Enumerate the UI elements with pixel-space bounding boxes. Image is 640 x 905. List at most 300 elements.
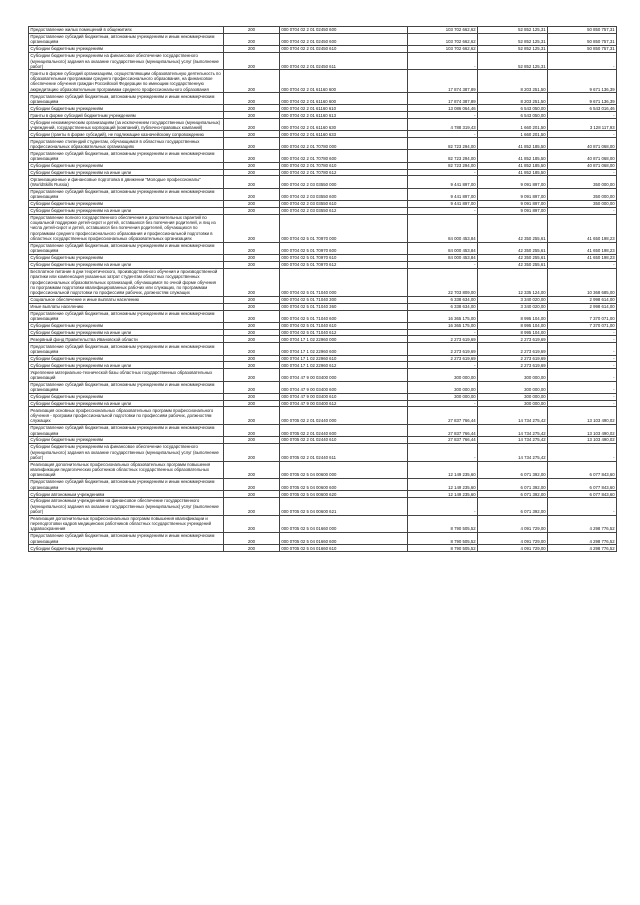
row-description: Реализация основных профессиональных образовательных программ профессионального обучения - программ профессиональной подготовки по профессиям рабочих, должностям служащих xyxy=(29,407,224,424)
approved-amount: 16 365 175,00 xyxy=(408,310,478,322)
row-description: Субсидии бюджетным учреждениям xyxy=(29,105,224,112)
row-description: Укрепление материально-технической базы областных государственных образовательных организаций xyxy=(29,369,224,381)
approved-amount: 27 837 766,44 xyxy=(408,437,478,444)
executed-amount: 8 995 104,00 xyxy=(478,322,548,329)
approved-amount: 8 790 505,52 xyxy=(408,515,478,532)
line-code: 200 xyxy=(224,46,280,53)
row-description: Субсидии автономным учреждениям на финансовое обеспечение государственного (муниципального) задания на оказание государственных (муниципальных) услуг (выполнение работ) xyxy=(29,498,224,515)
line-code: 200 xyxy=(224,498,280,515)
executed-amount: 41 852 185,50 xyxy=(478,162,548,169)
unexecuted-amount: 6 077 843,60 xyxy=(548,491,617,498)
executed-amount: 14 734 275,42 xyxy=(478,444,548,461)
approved-amount: 6 338 634,00 xyxy=(408,303,478,310)
executed-amount: 6 071 392,00 xyxy=(478,498,548,515)
table-row xyxy=(29,200,617,207)
row-description: Предоставление субсидий бюджетным, автономным учреждениям и иным некоммерческим организациям xyxy=(29,150,224,162)
row-description: Субсидии бюджетным учреждениям на иные цели xyxy=(29,400,224,407)
table-row xyxy=(29,268,617,296)
budget-classification-code: 000 0704 47 9 00 03400 000 xyxy=(280,369,408,381)
executed-amount: 14 734 275,42 xyxy=(478,437,548,444)
line-code: 200 xyxy=(224,200,280,207)
row-description: Субсидии бюджетным учреждениям на иные цели xyxy=(29,362,224,369)
row-description: Предоставление субсидий бюджетным, автономным учреждениям и иным некоммерческим организациям xyxy=(29,381,224,393)
row-description: Субсидии бюджетным учреждениям xyxy=(29,545,224,552)
row-description: Субсидии бюджетным учреждениям xyxy=(29,254,224,261)
table-row xyxy=(29,70,617,93)
table-row xyxy=(29,461,617,478)
unexecuted-amount: - xyxy=(548,169,617,176)
line-code: 200 xyxy=(224,188,280,200)
row-description: Субсидии бюджетным учреждениям на финансовое обеспечение государственного (муниципального) задания на оказание государственных (муниципальных) услуг (выполнение работ) xyxy=(29,444,224,461)
executed-amount: 6 071 392,00 xyxy=(478,479,548,491)
unexecuted-amount: 9 671 136,39 xyxy=(548,70,617,93)
row-description: Реализация дополнительных профессиональных программ повышения квалификации и переподготовки кадров медицинских работников областных государственных учреждений здравоохранения xyxy=(29,515,224,532)
table-row xyxy=(29,33,617,45)
executed-amount: 300 000,00 xyxy=(478,400,548,407)
table-row xyxy=(29,27,617,34)
unexecuted-amount: - xyxy=(548,444,617,461)
row-description: Предоставление субсидий бюджетным, автономным учреждениям и иным некоммерческим организациям xyxy=(29,424,224,436)
row-description: Гранты в форме субсидий бюджетным учреждениям xyxy=(29,112,224,119)
approved-amount: 27 837 766,44 xyxy=(408,407,478,424)
executed-amount: 42 350 255,61 xyxy=(478,254,548,261)
budget-classification-code: 000 0704 02 2 03 03550 000 xyxy=(280,176,408,188)
line-code: 200 xyxy=(224,355,280,362)
executed-amount: 9 091 897,00 xyxy=(478,207,548,214)
table-row xyxy=(29,479,617,491)
row-description: Предоставление жилых помещений в общежитиях xyxy=(29,27,224,34)
line-code: 200 xyxy=(224,296,280,303)
table-row xyxy=(29,329,617,336)
executed-amount: 300 000,00 xyxy=(478,381,548,393)
unexecuted-amount: 10 368 685,00 xyxy=(548,268,617,296)
unexecuted-amount: - xyxy=(548,355,617,362)
budget-classification-code: 000 0704 02 2 01 61160 630 xyxy=(280,119,408,131)
line-code: 200 xyxy=(224,515,280,532)
table-row xyxy=(29,138,617,150)
table-row xyxy=(29,52,617,69)
approved-amount: 8 790 505,52 xyxy=(408,545,478,552)
unexecuted-amount: 2 998 614,00 xyxy=(548,296,617,303)
approved-amount: 103 702 662,62 xyxy=(408,46,478,53)
unexecuted-amount: 13 103 490,02 xyxy=(548,424,617,436)
budget-classification-code: 000 0704 02 5 01 71040 360 xyxy=(280,303,408,310)
row-description: Субсидии бюджетным учреждениям xyxy=(29,355,224,362)
line-code: 200 xyxy=(224,491,280,498)
table-row xyxy=(29,162,617,169)
unexecuted-amount: 6 077 843,60 xyxy=(548,461,617,478)
executed-amount: 9 091 897,00 xyxy=(478,200,548,207)
unexecuted-amount: 4 298 776,52 xyxy=(548,545,617,552)
line-code: 200 xyxy=(224,400,280,407)
row-description: Предоставление субсидий бюджетным, автономным учреждениям и иным некоммерческим организациям xyxy=(29,479,224,491)
executed-amount: 12 335 124,00 xyxy=(478,268,548,296)
table-row xyxy=(29,437,617,444)
approved-amount: 12 149 235,60 xyxy=(408,491,478,498)
budget-classification-code: 000 0704 02 2 03 03550 600 xyxy=(280,188,408,200)
row-description: Субсидии бюджетным учреждениям xyxy=(29,46,224,53)
executed-amount: 14 734 275,42 xyxy=(478,407,548,424)
table-row xyxy=(29,498,617,515)
row-description: Предоставление субсидий бюджетным, автономным учреждениям и иным некоммерческим организациям xyxy=(29,242,224,254)
budget-classification-code: 000 0704 02 2 01 61160 633 xyxy=(280,131,408,138)
unexecuted-amount: - xyxy=(548,336,617,343)
budget-classification-code: 000 0705 02 2 01 02440 000 xyxy=(280,407,408,424)
table-row xyxy=(29,93,617,105)
table-row xyxy=(29,322,617,329)
executed-amount: 8 995 104,00 xyxy=(478,310,548,322)
budget-classification-code: 000 0704 02 2 01 70780 600 xyxy=(280,150,408,162)
approved-amount: - xyxy=(408,362,478,369)
budget-execution-table xyxy=(28,26,617,552)
budget-classification-code: 000 0704 02 5 01 70970 000 xyxy=(280,214,408,242)
executed-amount: 6 071 392,00 xyxy=(478,491,548,498)
unexecuted-amount: 50 850 757,31 xyxy=(548,27,617,34)
approved-amount: - xyxy=(408,131,478,138)
line-code: 200 xyxy=(224,303,280,310)
table-row xyxy=(29,336,617,343)
line-code: 200 xyxy=(224,254,280,261)
row-description: Субсидии некоммерческим организациям (за исключением государственных (муниципальных) учреждений, государственных корпораций (компаний), публично-правовых компаний) xyxy=(29,119,224,131)
budget-classification-code: 000 0704 02 5 01 71040 600 xyxy=(280,310,408,322)
line-code: 200 xyxy=(224,362,280,369)
row-description: Организационные и финансовые подготовка в движении "Молодые профессионалы" (WorldSkills Russia) xyxy=(29,176,224,188)
row-description: Социальное обеспечение и иные выплаты населению xyxy=(29,296,224,303)
table-row xyxy=(29,169,617,176)
approved-amount: - xyxy=(408,207,478,214)
executed-amount: 8 995 104,00 xyxy=(478,329,548,336)
approved-amount: 300 000,00 xyxy=(408,393,478,400)
budget-classification-code: 000 0705 02 5 04 01660 610 xyxy=(280,545,408,552)
unexecuted-amount: 40 871 068,00 xyxy=(548,138,617,150)
row-description: Субсидии бюджетным учреждениям xyxy=(29,322,224,329)
approved-amount: 17 874 387,89 xyxy=(408,70,478,93)
executed-amount: 300 000,00 xyxy=(478,369,548,381)
unexecuted-amount: - xyxy=(548,400,617,407)
approved-amount: 8 790 505,52 xyxy=(408,533,478,545)
executed-amount: 2 273 619,69 xyxy=(478,336,548,343)
budget-classification-code: 000 0704 02 5 01 71040 612 xyxy=(280,329,408,336)
budget-classification-code: 000 0705 02 2 01 02440 610 xyxy=(280,437,408,444)
unexecuted-amount: 41 650 198,23 xyxy=(548,254,617,261)
table-row xyxy=(29,491,617,498)
budget-classification-code: 000 0705 02 5 04 01660 000 xyxy=(280,515,408,532)
executed-amount: 42 350 255,61 xyxy=(478,214,548,242)
approved-amount: 12 149 235,60 xyxy=(408,461,478,478)
approved-amount: - xyxy=(408,52,478,69)
table-row xyxy=(29,176,617,188)
table-row xyxy=(29,369,617,381)
approved-amount: 9 441 897,00 xyxy=(408,200,478,207)
line-code: 200 xyxy=(224,131,280,138)
table-row xyxy=(29,254,617,261)
approved-amount: 27 837 766,44 xyxy=(408,424,478,436)
table-row xyxy=(29,46,617,53)
line-code: 200 xyxy=(224,242,280,254)
row-description: Иные выплаты населению xyxy=(29,303,224,310)
line-code: 200 xyxy=(224,310,280,322)
executed-amount: 42 350 255,61 xyxy=(478,242,548,254)
unexecuted-amount: 7 370 071,00 xyxy=(548,322,617,329)
unexecuted-amount: 6 077 843,60 xyxy=(548,479,617,491)
executed-amount: 3 340 020,00 xyxy=(478,303,548,310)
line-code: 200 xyxy=(224,105,280,112)
approved-amount: - xyxy=(408,444,478,461)
budget-classification-code: 000 0705 02 5 04 00600 000 xyxy=(280,461,408,478)
row-description: Субсидии бюджетным учреждениям xyxy=(29,437,224,444)
line-code: 200 xyxy=(224,381,280,393)
executed-amount: 41 852 185,50 xyxy=(478,150,548,162)
approved-amount: - xyxy=(408,400,478,407)
approved-amount: 82 723 294,00 xyxy=(408,150,478,162)
approved-amount: 84 000 453,84 xyxy=(408,242,478,254)
approved-amount: 2 273 619,69 xyxy=(408,343,478,355)
unexecuted-amount: - xyxy=(548,369,617,381)
budget-classification-code: 000 0704 02 2 01 70780 610 xyxy=(280,162,408,169)
line-code: 200 xyxy=(224,369,280,381)
row-description: Предоставление субсидий бюджетным, автономным учреждениям и иным некоммерческим организациям xyxy=(29,343,224,355)
executed-amount: 9 091 897,00 xyxy=(478,176,548,188)
budget-classification-code: 000 0704 02 5 01 70970 610 xyxy=(280,254,408,261)
approved-amount: 2 273 619,69 xyxy=(408,355,478,362)
unexecuted-amount: - xyxy=(548,131,617,138)
unexecuted-amount: 50 850 757,31 xyxy=(548,46,617,53)
row-description: Предоставление стипендий студентам, обучающимся в областных государственных профессиональных образовательных организациях xyxy=(29,138,224,150)
executed-amount: 52 852 125,31 xyxy=(478,52,548,69)
line-code: 200 xyxy=(224,533,280,545)
row-description: Резервный фонд Правительства Ивановской области xyxy=(29,336,224,343)
budget-classification-code: 000 0704 02 5 01 71040 300 xyxy=(280,296,408,303)
table-row xyxy=(29,119,617,131)
line-code: 200 xyxy=(224,169,280,176)
unexecuted-amount: 13 103 490,02 xyxy=(548,437,617,444)
unexecuted-amount: 9 671 136,39 xyxy=(548,93,617,105)
approved-amount: - xyxy=(408,329,478,336)
unexecuted-amount: 50 850 757,31 xyxy=(548,33,617,45)
executed-amount: 8 203 251,50 xyxy=(478,70,548,93)
budget-classification-code: 000 0704 17 1 02 22960 610 xyxy=(280,355,408,362)
approved-amount: 82 723 294,00 xyxy=(408,162,478,169)
line-code: 200 xyxy=(224,138,280,150)
line-code: 200 xyxy=(224,112,280,119)
row-description: Субсидии бюджетным учреждениям на иные цели xyxy=(29,261,224,268)
table-row xyxy=(29,150,617,162)
table-row xyxy=(29,393,617,400)
budget-classification-code: 000 0704 02 2 01 70780 612 xyxy=(280,169,408,176)
unexecuted-amount: 7 370 071,00 xyxy=(548,310,617,322)
approved-amount: - xyxy=(408,169,478,176)
unexecuted-amount: 350 000,00 xyxy=(548,188,617,200)
approved-amount: 17 874 387,89 xyxy=(408,93,478,105)
line-code: 200 xyxy=(224,93,280,105)
executed-amount: 2 273 619,69 xyxy=(478,355,548,362)
line-code: 200 xyxy=(224,70,280,93)
table-row xyxy=(29,296,617,303)
executed-amount: 52 852 125,31 xyxy=(478,27,548,34)
budget-classification-code: 000 0705 02 5 04 00600 620 xyxy=(280,491,408,498)
row-description: Предоставление полного государственного обеспечения и дополнительных гарантий по социальной поддержке детей-сирот и детей, оставшихся без попечения родителей, и лиц из числа детей-сирот и детей, оставшихся без попечения родителей, обучающихся по программам среднего профессионального образования и профессиональной подготовки в областных государственных профессиональных образовательных организациях xyxy=(29,214,224,242)
line-code: 200 xyxy=(224,27,280,34)
executed-amount: 9 091 897,00 xyxy=(478,188,548,200)
line-code: 200 xyxy=(224,545,280,552)
budget-classification-code: 000 0704 02 5 01 70970 600 xyxy=(280,242,408,254)
unexecuted-amount: 3 128 117,93 xyxy=(548,119,617,131)
unexecuted-amount: - xyxy=(548,381,617,393)
approved-amount: 300 000,00 xyxy=(408,369,478,381)
line-code: 200 xyxy=(224,343,280,355)
row-description: Предоставление субсидий бюджетным, автономным учреждениям и иным некоммерческим организациям xyxy=(29,33,224,45)
approved-amount: 2 273 619,69 xyxy=(408,336,478,343)
line-code: 200 xyxy=(224,214,280,242)
unexecuted-amount: 40 871 068,00 xyxy=(548,150,617,162)
budget-classification-code: 000 0704 17 1 02 22960 612 xyxy=(280,362,408,369)
unexecuted-amount: 40 871 068,00 xyxy=(548,162,617,169)
row-description: Субсидии бюджетным учреждениям xyxy=(29,200,224,207)
line-code: 200 xyxy=(224,336,280,343)
line-code: 200 xyxy=(224,268,280,296)
approved-amount: 22 703 809,00 xyxy=(408,268,478,296)
approved-amount: 300 000,00 xyxy=(408,381,478,393)
unexecuted-amount: 4 298 776,52 xyxy=(548,533,617,545)
budget-classification-code: 000 0704 02 5 01 71040 000 xyxy=(280,268,408,296)
executed-amount: 8 203 251,50 xyxy=(478,93,548,105)
unexecuted-amount: 41 650 198,23 xyxy=(548,242,617,254)
table-row xyxy=(29,207,617,214)
row-description: Предоставление субсидий бюджетным, автономным учреждениям и иным некоммерческим организациям xyxy=(29,188,224,200)
executed-amount: 4 091 729,00 xyxy=(478,545,548,552)
table-row xyxy=(29,407,617,424)
table-row xyxy=(29,355,617,362)
executed-amount: 6 543 050,00 xyxy=(478,105,548,112)
table-row xyxy=(29,131,617,138)
row-description: Субсидии бюджетным учреждениям на финансовое обеспечение государственного (муниципального) задания на оказание государственных (муниципальных) услуг (выполнение работ) xyxy=(29,52,224,69)
table-row xyxy=(29,362,617,369)
approved-amount: 84 000 453,84 xyxy=(408,214,478,242)
approved-amount: 16 365 175,00 xyxy=(408,322,478,329)
executed-amount: 3 340 020,00 xyxy=(478,296,548,303)
unexecuted-amount: - xyxy=(548,261,617,268)
row-description: Гранты в форме субсидий организациям, осуществляющим образовательную деятельность по образовательным программам среднего профессионального образования, на финансовое обеспечение обучения граждан Российской Федерации по имеющим государственную аккредитацию образовательным программам среднего профессионального образования xyxy=(29,70,224,93)
line-code: 200 xyxy=(224,322,280,329)
approved-amount: 82 723 294,00 xyxy=(408,138,478,150)
table-row xyxy=(29,400,617,407)
budget-classification-code: 000 0705 02 2 01 02440 600 xyxy=(280,424,408,436)
row-description: Предоставление субсидий бюджетным, автономным учреждениям и иным некоммерческим организациям xyxy=(29,93,224,105)
row-description: Субсидии бюджетным учреждениям xyxy=(29,162,224,169)
executed-amount: 41 852 185,50 xyxy=(478,169,548,176)
executed-amount: 4 091 729,00 xyxy=(478,515,548,532)
line-code: 200 xyxy=(224,424,280,436)
executed-amount: 2 273 619,69 xyxy=(478,343,548,355)
budget-classification-code: 000 0705 02 2 01 02440 611 xyxy=(280,444,408,461)
approved-amount: 9 441 897,00 xyxy=(408,188,478,200)
budget-classification-code: 000 0704 02 2 03 03550 610 xyxy=(280,200,408,207)
approved-amount: 103 702 662,62 xyxy=(408,27,478,34)
budget-classification-code: 000 0704 17 1 02 22960 000 xyxy=(280,336,408,343)
approved-amount: 4 788 319,43 xyxy=(408,119,478,131)
row-description: Бесплатное питание в дни теоретического, производственного обучения и производственной практики или компенсация указанных затрат студентам областных государственных профессиональных образовательных организаций, обучающимся по очной форме обучения по программам подготовки квалифицированных рабочих или служащих, по программам профессиональной подготовки по профессиям рабочих, должностям служащих xyxy=(29,268,224,296)
row-description: Субсидии бюджетным учреждениям на иные цели xyxy=(29,169,224,176)
approved-amount: 12 149 235,60 xyxy=(408,479,478,491)
approved-amount: - xyxy=(408,261,478,268)
executed-amount: 1 660 201,50 xyxy=(478,119,548,131)
budget-classification-code: 000 0705 02 5 04 00600 621 xyxy=(280,498,408,515)
row-description: Субсидии бюджетным учреждениям на иные цели xyxy=(29,207,224,214)
budget-classification-code: 000 0704 17 1 02 22960 600 xyxy=(280,343,408,355)
table-row xyxy=(29,214,617,242)
table-row xyxy=(29,424,617,436)
unexecuted-amount: 41 650 198,23 xyxy=(548,214,617,242)
unexecuted-amount: - xyxy=(548,207,617,214)
row-description: Предоставление субсидий бюджетным, автономным учреждениям и иным некоммерческим организациям xyxy=(29,310,224,322)
line-code: 200 xyxy=(224,407,280,424)
executed-amount: 41 852 185,50 xyxy=(478,138,548,150)
table-row xyxy=(29,533,617,545)
budget-classification-code: 000 0704 02 2 01 61160 600 xyxy=(280,70,408,93)
executed-amount: 52 852 125,31 xyxy=(478,33,548,45)
executed-amount: 52 852 125,31 xyxy=(478,46,548,53)
approved-amount: 13 086 064,46 xyxy=(408,105,478,112)
budget-classification-code: 000 0704 47 9 00 03400 612 xyxy=(280,400,408,407)
budget-classification-code: 000 0704 02 2 01 61160 600 xyxy=(280,93,408,105)
table-row xyxy=(29,343,617,355)
line-code: 200 xyxy=(224,393,280,400)
executed-amount: 14 734 275,42 xyxy=(478,424,548,436)
table-row xyxy=(29,381,617,393)
budget-classification-code: 000 0704 02 5 01 71040 610 xyxy=(280,322,408,329)
row-description: Субсидии (гранты в форме субсидий), не подлежащие казначейскому сопровождению xyxy=(29,131,224,138)
table-row xyxy=(29,261,617,268)
line-code: 200 xyxy=(224,444,280,461)
budget-classification-code: 000 0704 02 2 03 03550 612 xyxy=(280,207,408,214)
table-row xyxy=(29,545,617,552)
budget-classification-code: 000 0704 02 2 01 02450 600 xyxy=(280,33,408,45)
line-code: 200 xyxy=(224,176,280,188)
executed-amount: 6 071 392,00 xyxy=(478,461,548,478)
unexecuted-amount: 4 298 776,52 xyxy=(548,515,617,532)
row-description: Реализация дополнительных профессиональных образовательных программ повышения квалификации педагогических работников областных государственных образовательных организаций xyxy=(29,461,224,478)
approved-amount: 103 702 662,62 xyxy=(408,33,478,45)
budget-classification-code: 000 0704 02 2 01 02450 611 xyxy=(280,52,408,69)
table-row xyxy=(29,310,617,322)
table-row xyxy=(29,515,617,532)
row-description: Субсидии бюджетным учреждениям xyxy=(29,393,224,400)
line-code: 200 xyxy=(224,162,280,169)
table-row xyxy=(29,303,617,310)
unexecuted-amount: - xyxy=(548,362,617,369)
approved-amount: - xyxy=(408,498,478,515)
row-description: Субсидии бюджетным учреждениям на иные цели xyxy=(29,329,224,336)
table-row xyxy=(29,242,617,254)
table-row xyxy=(29,105,617,112)
executed-amount: 2 273 619,69 xyxy=(478,362,548,369)
line-code: 200 xyxy=(224,119,280,131)
executed-amount: 300 000,00 xyxy=(478,393,548,400)
budget-classification-code: 000 0705 02 5 04 01660 600 xyxy=(280,533,408,545)
budget-classification-code: 000 0704 02 2 01 61160 610 xyxy=(280,105,408,112)
approved-amount: 6 338 634,00 xyxy=(408,296,478,303)
budget-classification-code: 000 0704 02 2 01 61160 613 xyxy=(280,112,408,119)
executed-amount: 4 091 729,00 xyxy=(478,533,548,545)
unexecuted-amount: 6 543 016,46 xyxy=(548,105,617,112)
unexecuted-amount: 350 000,00 xyxy=(548,176,617,188)
budget-classification-code: 000 0704 02 2 01 02450 600 xyxy=(280,27,408,34)
line-code: 200 xyxy=(224,52,280,69)
line-code: 200 xyxy=(224,150,280,162)
budget-classification-code: 000 0704 02 5 01 70970 612 xyxy=(280,261,408,268)
approved-amount: - xyxy=(408,112,478,119)
budget-classification-code: 000 0704 47 9 00 03400 600 xyxy=(280,381,408,393)
